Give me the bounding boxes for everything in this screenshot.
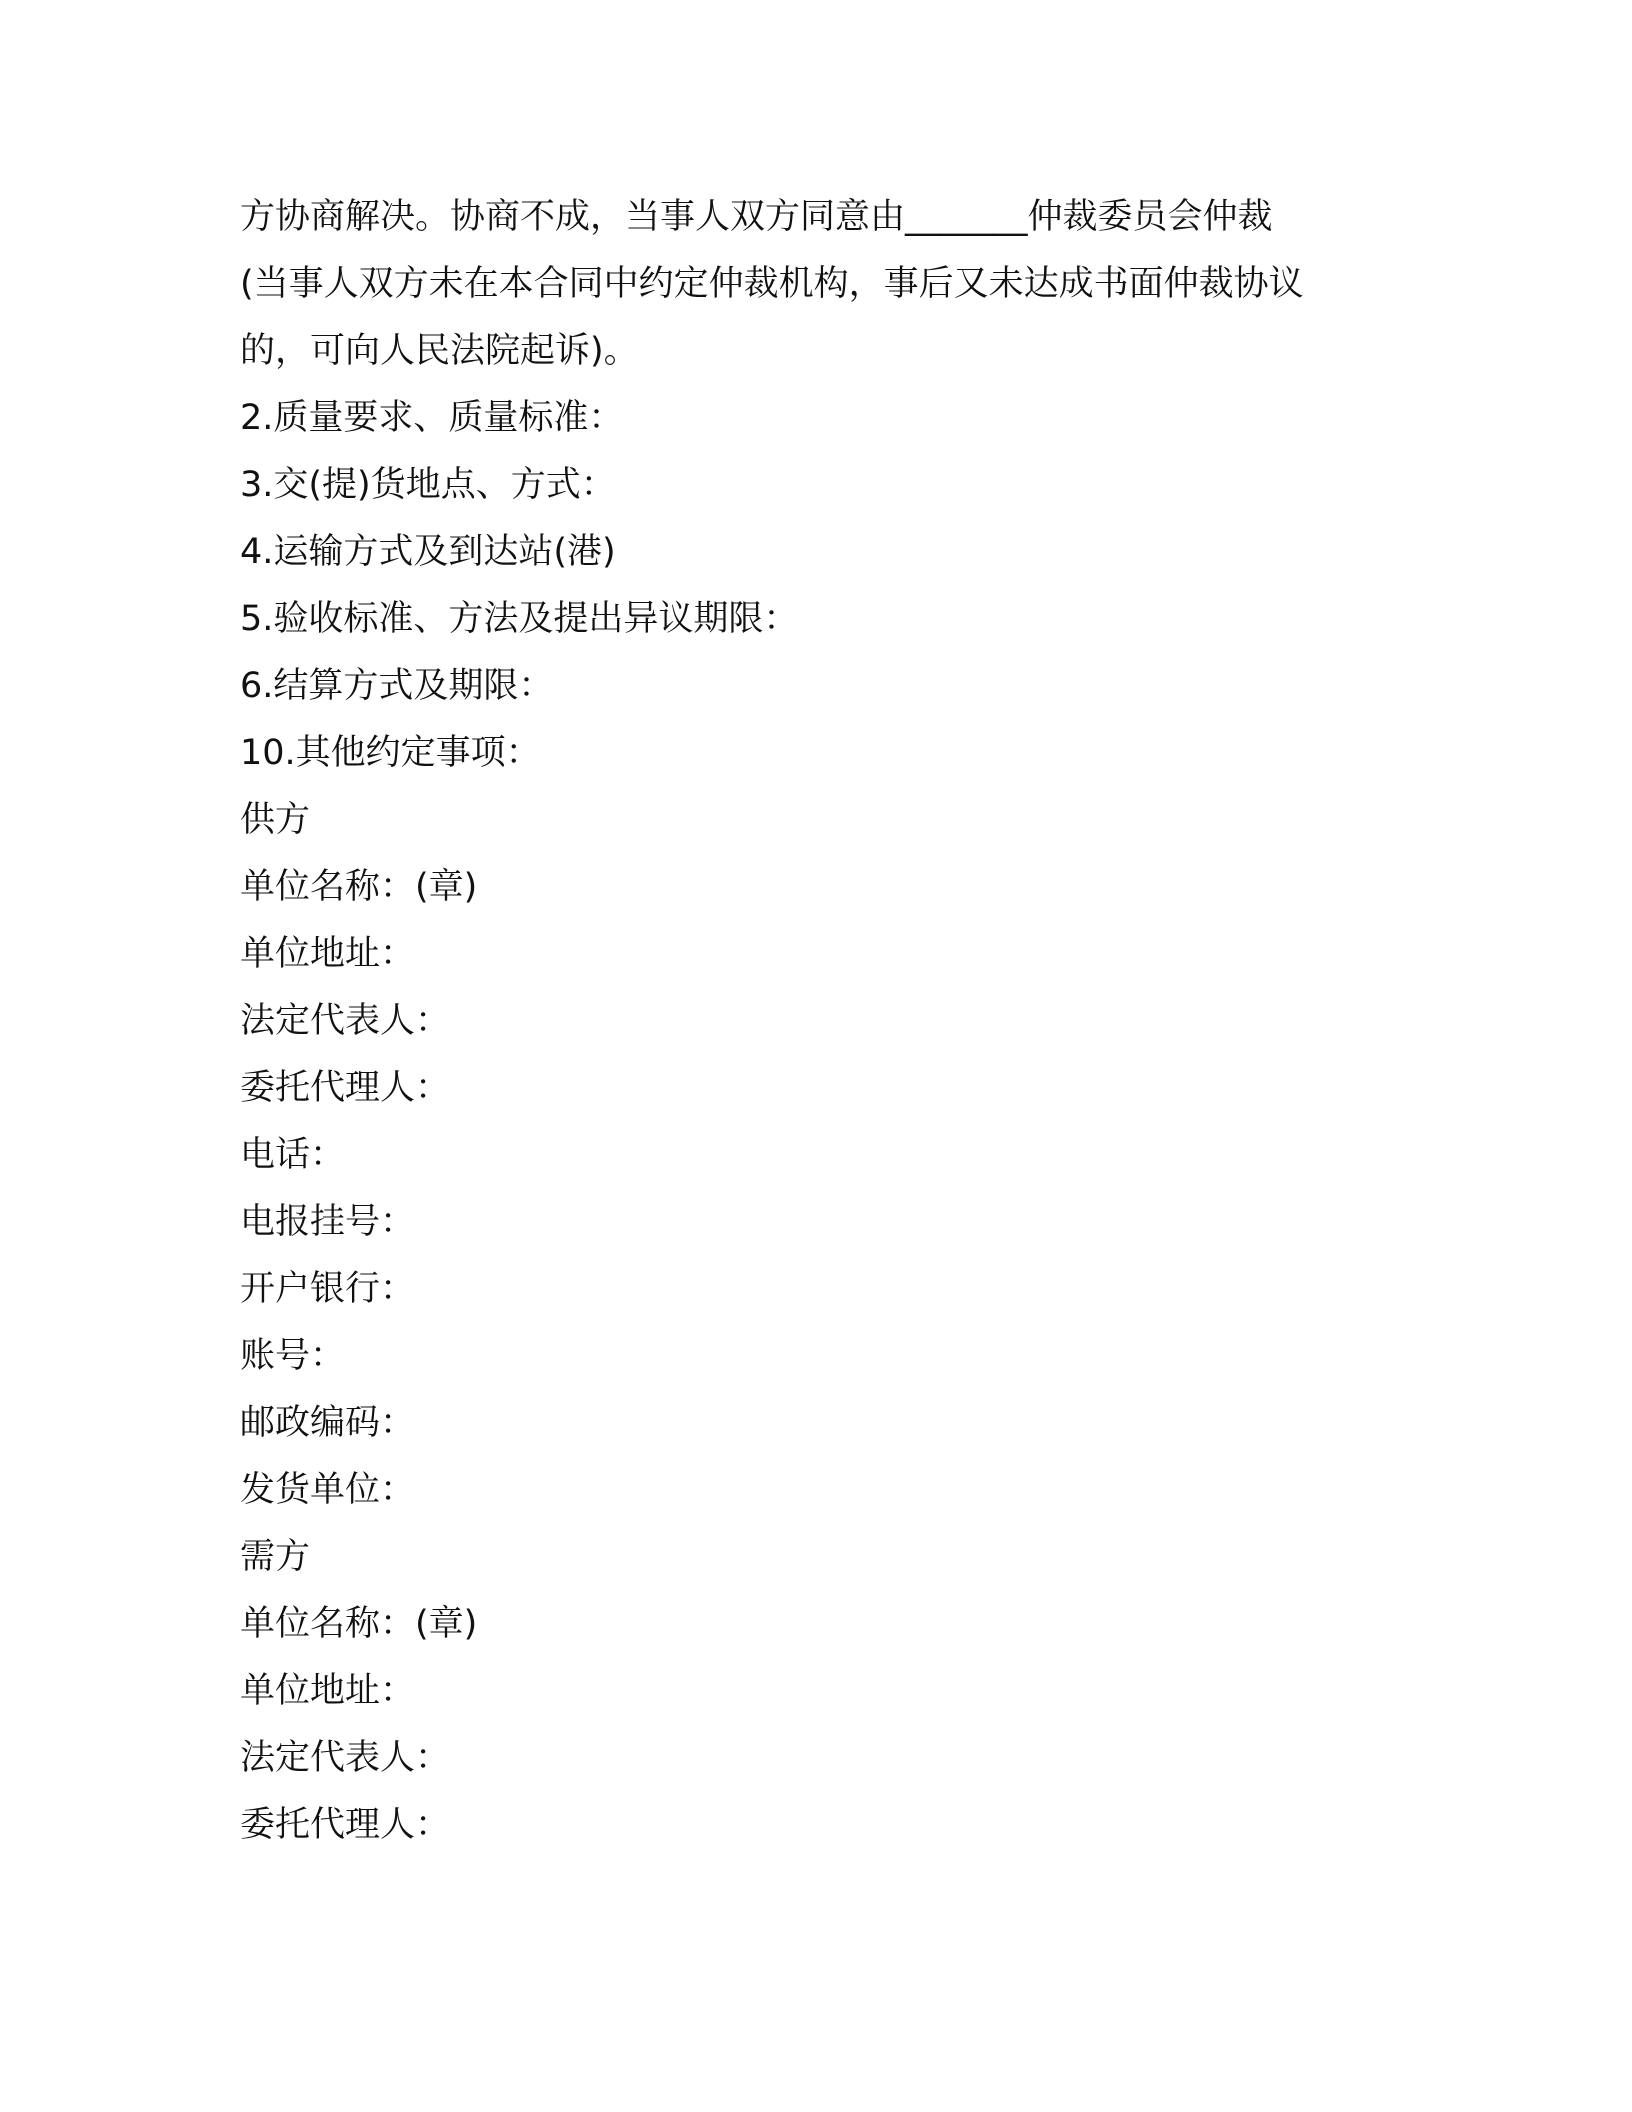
supplier-heading: 供方 xyxy=(240,800,311,840)
item-delivery: 3.交(提)货地点、方式： xyxy=(240,465,616,505)
buyer-field-legal-rep: 法定代表人： xyxy=(240,1738,451,1778)
buyer-field-name: 单位名称：(章) xyxy=(240,1604,478,1644)
item-other: 10.其他约定事项： xyxy=(240,733,541,773)
document-body xyxy=(240,184,1390,1859)
supplier-field-postcode: 邮政编码： xyxy=(240,1403,416,1443)
supplier-field-shipper: 发货单位： xyxy=(240,1470,416,1510)
supplier-field-name: 单位名称：(章) xyxy=(240,867,478,907)
supplier-field-telegraph: 电报挂号： xyxy=(240,1202,416,1242)
supplier-section xyxy=(240,787,1390,1524)
supplier-field-agent: 委托代理人： xyxy=(240,1068,451,1108)
supplier-field-account: 账号： xyxy=(240,1336,346,1376)
buyer-heading: 需方 xyxy=(240,1537,311,1577)
contract-items xyxy=(240,385,1390,787)
supplier-field-bank: 开户银行： xyxy=(240,1269,416,1309)
buyer-section xyxy=(240,1524,1390,1859)
item-settlement: 6.结算方式及期限： xyxy=(240,666,554,706)
supplier-field-address: 单位地址： xyxy=(240,934,416,974)
paragraph-line: 方协商解决。协商不成，当事人双方同意由_______仲裁委员会仲裁 xyxy=(240,197,1273,237)
item-inspection: 5.验收标准、方法及提出异议期限： xyxy=(240,599,799,639)
paragraph-line: (当事人双方未在本合同中约定仲裁机构，事后又未达成书面仲裁协议 xyxy=(240,264,1304,304)
supplier-field-phone: 电话： xyxy=(240,1135,346,1175)
buyer-field-address: 单位地址： xyxy=(240,1671,416,1711)
buyer-field-agent: 委托代理人： xyxy=(240,1805,451,1845)
supplier-field-legal-rep: 法定代表人： xyxy=(240,1001,451,1041)
paragraph-line: 的，可向人民法院起诉)。 xyxy=(240,331,639,371)
item-transport: 4.运输方式及到达站(港) xyxy=(240,532,616,572)
item-quality: 2.质量要求、质量标准： xyxy=(240,398,624,438)
arbitration-paragraph xyxy=(240,184,1390,385)
